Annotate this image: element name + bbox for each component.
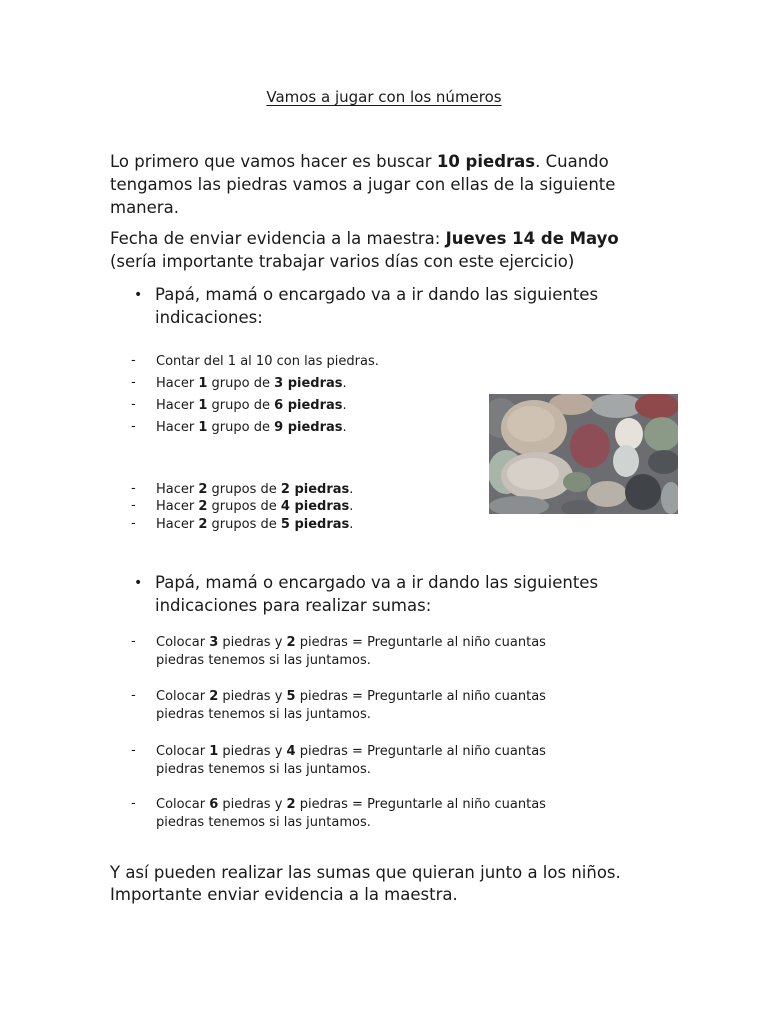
sum-item-line-2: piedras tenemos si las juntamos.: [156, 762, 371, 777]
dash-icon: -: [131, 419, 136, 434]
dash-icon: -: [131, 353, 136, 368]
section2-line-1: Papá, mamá o encargado va a ir dando las siguientes: [155, 573, 599, 592]
dash-icon: -: [131, 375, 136, 390]
dash-icon: -: [131, 688, 136, 703]
intro-line-3: manera.: [110, 198, 179, 217]
intro-line-1: [110, 150, 609, 173]
dash-icon: -: [131, 796, 136, 811]
deadline-label: Fecha de enviar evidencia a la maestra:: [110, 229, 446, 248]
dash-icon: -: [131, 634, 136, 649]
intro-text: . Cuando: [535, 152, 609, 171]
page-title: Vamos a jugar con los números: [266, 88, 502, 106]
stones-photo: [489, 394, 678, 514]
count-item: Contar del 1 al 10 con las piedras.: [156, 354, 379, 369]
group-item: Hacer 1 grupo de 3 piedras.: [156, 376, 347, 391]
sum-item-line-2: piedras tenemos si las juntamos.: [156, 815, 371, 830]
intro-line-2: tengamos las piedras vamos a jugar con ellas de la siguiente: [110, 175, 616, 194]
section1-line-1: Papá, mamá o encargado va a ir dando las siguientes: [155, 285, 599, 304]
closing-line-1: Y así pueden realizar las sumas que quieran junto a los niños.: [110, 863, 621, 882]
sum-item-line-2: piedras tenemos si las juntamos.: [156, 653, 371, 668]
dash-icon: -: [131, 743, 136, 758]
group-item: Hacer 2 grupos de 5 piedras.: [156, 517, 354, 532]
deadline-date: Jueves 14 de Mayo: [445, 229, 619, 248]
deadline-line: [110, 227, 619, 250]
sum-item-line-1: Colocar 1 piedras y 4 piedras = Preguntarle al niño cuantas: [156, 744, 546, 759]
dash-icon: -: [131, 498, 136, 513]
bullet-icon: •: [134, 287, 143, 303]
group-item: Hacer 2 grupos de 4 piedras.: [156, 499, 354, 514]
group-item: Hacer 2 grupos de 2 piedras.: [156, 482, 354, 497]
intro-stone-count: 10 piedras: [436, 152, 536, 171]
group-item: Hacer 1 grupo de 9 piedras.: [156, 420, 347, 435]
sum-item-line-1: Colocar 6 piedras y 2 piedras = Preguntarle al niño cuantas: [156, 797, 546, 812]
intro-text: Lo primero que vamos hacer es buscar: [110, 152, 437, 171]
dash-icon: -: [131, 516, 136, 531]
sum-item-line-2: piedras tenemos si las juntamos.: [156, 707, 371, 722]
dash-icon: -: [131, 481, 136, 496]
deadline-note: (sería importante trabajar varios días con este ejercicio): [110, 252, 575, 271]
closing-line-2: Importante enviar evidencia a la maestra.: [110, 885, 458, 904]
section1-line-2: indicaciones:: [155, 308, 263, 327]
sum-item-line-1: Colocar 2 piedras y 5 piedras = Preguntarle al niño cuantas: [156, 689, 546, 704]
sum-item-line-1: Colocar 3 piedras y 2 piedras = Preguntarle al niño cuantas: [156, 635, 546, 650]
dash-icon: -: [131, 397, 136, 412]
group-item: Hacer 1 grupo de 6 piedras.: [156, 398, 347, 413]
bullet-icon: •: [134, 575, 143, 591]
section2-line-2: indicaciones para realizar sumas:: [155, 596, 432, 615]
